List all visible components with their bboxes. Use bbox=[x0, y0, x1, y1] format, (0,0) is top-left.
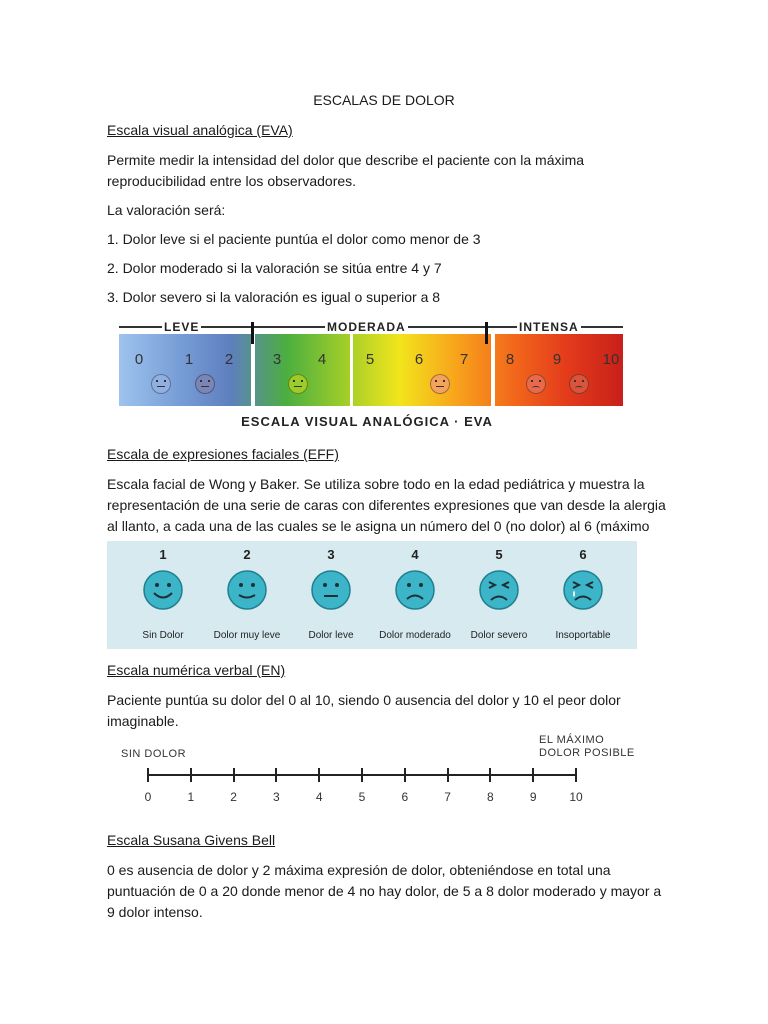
wb-face-item bbox=[121, 547, 205, 641]
nrs-tick bbox=[147, 768, 149, 782]
nrs-tick-label: 8 bbox=[487, 790, 494, 804]
wb-face-label: Insoportable bbox=[555, 630, 611, 641]
nrs-tick bbox=[532, 768, 534, 782]
crying-face-icon bbox=[562, 569, 604, 611]
eva-face-icon bbox=[288, 374, 308, 394]
wb-face-number: 1 bbox=[159, 547, 167, 562]
eva-item: 3. Dolor severo si la valoración es igual o superior a 8 bbox=[107, 289, 441, 305]
eva-caption: ESCALA VISUAL ANALÓGICA · EVA bbox=[241, 414, 493, 429]
eva-number-label: 10 bbox=[602, 351, 620, 368]
eva-number-label: 2 bbox=[224, 351, 234, 368]
nrs-tick bbox=[575, 768, 577, 782]
nrs-tick-label: 0 bbox=[144, 790, 152, 804]
eva-number-label: 8 bbox=[505, 351, 515, 368]
nrs-tick-label: 6 bbox=[401, 790, 409, 804]
page-title: ESCALAS DE DOLOR bbox=[313, 92, 455, 108]
heading-sgb: Escala Susana Givens Bell bbox=[107, 832, 276, 848]
eva-item: 2. Dolor moderado si la valoración se sitúa entre 4 y 7 bbox=[107, 260, 442, 276]
nrs-tick-label: 5 bbox=[358, 790, 366, 804]
heading-eff: Escala de expresiones faciales (EFF) bbox=[107, 446, 339, 462]
nrs-tick bbox=[489, 768, 491, 782]
eva-label-leve: LEVE bbox=[164, 320, 200, 334]
eva-zone-separator bbox=[350, 334, 353, 406]
wb-face-number: 6 bbox=[579, 547, 587, 562]
smiling-face-icon bbox=[142, 569, 184, 611]
eva-number-label: 3 bbox=[272, 351, 282, 368]
nrs-tick bbox=[275, 768, 277, 782]
nrs-tick bbox=[233, 768, 235, 782]
numeric-scale-figure bbox=[107, 728, 637, 808]
eva-face-icon bbox=[195, 374, 215, 394]
eva-gradient-bar bbox=[119, 334, 623, 406]
eva-number-label: 1 bbox=[184, 351, 194, 368]
nrs-tick bbox=[190, 768, 192, 782]
nrs-left-label: SIN DOLOR bbox=[121, 748, 187, 760]
eva-number-label: 9 bbox=[552, 351, 562, 368]
eva-item: 1. Dolor leve si el paciente puntúa el dolor como menor de 3 bbox=[107, 231, 481, 247]
wb-face-item bbox=[373, 547, 457, 641]
nrs-tick-label: 4 bbox=[315, 790, 323, 804]
nrs-tick-label: 3 bbox=[273, 790, 280, 804]
nrs-tick-label: 10 bbox=[569, 790, 583, 804]
wb-face-number: 3 bbox=[327, 547, 335, 562]
wb-face-label: Dolor leve bbox=[308, 630, 354, 641]
nrs-tick-label: 9 bbox=[529, 790, 537, 804]
nrs-tick-label: 7 bbox=[444, 790, 451, 804]
heading-eva: Escala visual analógica (EVA) bbox=[107, 122, 293, 138]
slight-smile-face-icon bbox=[226, 569, 268, 611]
wb-face-item bbox=[289, 547, 373, 641]
nrs-right-label-line1: EL MÁXIMO bbox=[539, 734, 605, 746]
eva-face-icon bbox=[526, 374, 546, 394]
en-text: Paciente puntúa su dolor del 0 al 10, siendo 0 ausencia del dolor y 10 el peor dolor imaginable. bbox=[107, 692, 621, 729]
eva-face-icon bbox=[151, 374, 171, 394]
nrs-right-label-line2: DOLOR POSIBLE bbox=[539, 747, 635, 759]
eva-label-moderada: MODERADA bbox=[327, 320, 406, 334]
wb-face-label: Dolor muy leve bbox=[213, 630, 281, 641]
eva-divider bbox=[485, 322, 488, 344]
eva-zone-separator bbox=[251, 334, 255, 406]
eva-valoracion: La valoración será: bbox=[107, 202, 226, 218]
eff-text: Escala facial de Wong y Baker. Se utiliza sobre todo en la edad pediátrica y muestra la representación de una serie de caras con diferentes expresiones que van desde la alergia al llanto, a cada una de las cuales se le asigna un número del 0 (no dolor) al 6 (máximo bbox=[107, 476, 666, 534]
wb-face-number: 2 bbox=[243, 547, 251, 562]
nrs-tick bbox=[447, 768, 449, 782]
wong-baker-figure bbox=[107, 541, 637, 649]
eva-label-intensa: INTENSA bbox=[519, 320, 579, 334]
eva-number-label: 4 bbox=[317, 351, 327, 368]
eva-zone-separator bbox=[491, 334, 495, 406]
wb-face-label: Dolor severo bbox=[470, 630, 528, 641]
nrs-tick bbox=[404, 768, 406, 782]
nrs-tick bbox=[318, 768, 320, 782]
eva-intro: Permite medir la intensidad del dolor que describe el paciente con la máxima reproducibilidad entre los observadores. bbox=[107, 152, 585, 189]
wb-face-item bbox=[457, 547, 541, 641]
eva-number-label: 6 bbox=[414, 351, 424, 368]
nrs-tick-label: 1 bbox=[187, 790, 195, 804]
nrs-tick bbox=[361, 768, 363, 782]
eva-number-label: 5 bbox=[365, 351, 375, 368]
eva-number-label: 0 bbox=[134, 351, 144, 368]
heading-en: Escala numérica verbal (EN) bbox=[107, 662, 286, 678]
eva-divider bbox=[251, 322, 254, 344]
sad-face-icon bbox=[394, 569, 436, 611]
eva-number-label: 7 bbox=[459, 351, 469, 368]
wb-face-number: 5 bbox=[495, 547, 503, 562]
nrs-tick-label: 2 bbox=[230, 790, 237, 804]
neutral-face-icon bbox=[310, 569, 352, 611]
wb-face-item bbox=[541, 547, 625, 641]
eva-scale-figure bbox=[107, 318, 627, 434]
wb-face-label: Sin Dolor bbox=[142, 630, 184, 641]
wb-face-number: 4 bbox=[411, 547, 419, 562]
pained-face-icon bbox=[478, 569, 520, 611]
wb-face-label: Dolor moderado bbox=[379, 630, 451, 641]
sgb-text: 0 es ausencia de dolor y 2 máxima expresión de dolor, obteniéndose en total una puntuación de 0 a 20 donde menor de 4 no hay dolor, de 5 a 8 dolor moderado y mayor a 9 dolor intenso. bbox=[107, 862, 662, 920]
wb-face-item bbox=[205, 547, 289, 641]
eva-face-icon bbox=[569, 374, 589, 394]
eva-face-icon bbox=[430, 374, 450, 394]
